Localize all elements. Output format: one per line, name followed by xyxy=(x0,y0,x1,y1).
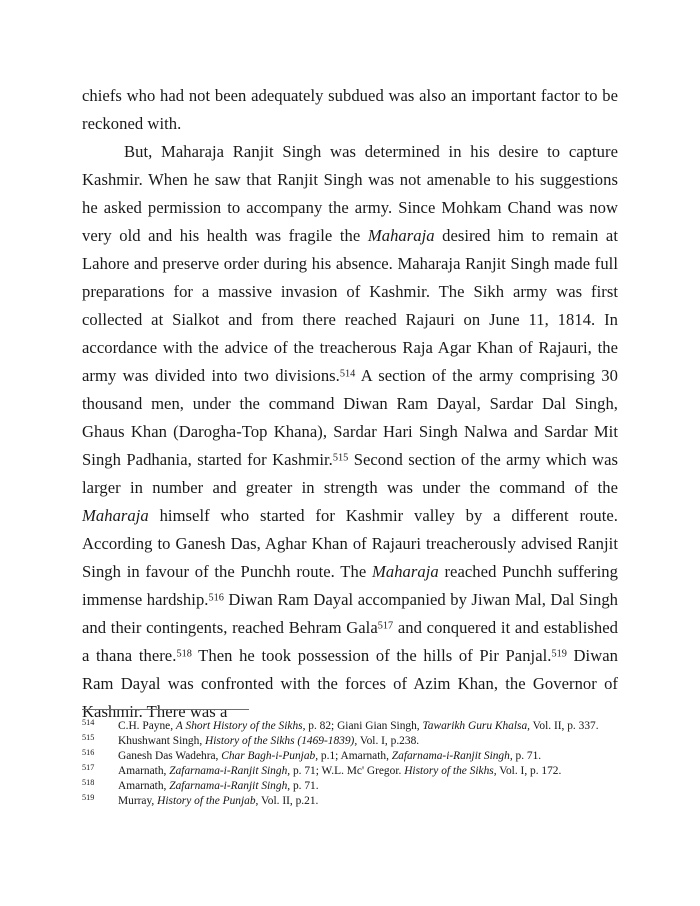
text-run: himself who started for Kashmir valley by a different route. According to Ganesh Das, Aghar Khan of Rajauri treacherously advised Ranjit Singh in favour of the Punchh route. The xyxy=(82,506,618,581)
footnote-citation-text xyxy=(118,719,618,733)
footnote-reference-marker[interactable]: 518 xyxy=(176,648,192,660)
text-run: p. 71. xyxy=(512,750,542,762)
footnote-section xyxy=(82,709,618,809)
footnote-number[interactable]: 518 xyxy=(82,778,95,788)
text-run: Vol. I, p. 172. xyxy=(496,765,562,777)
italic-title: Zafarnama-i-Ranjit Singh, xyxy=(391,750,513,762)
italic-title: Zafarnama-i-Ranjit Singh, xyxy=(169,780,291,792)
text-run: Vol. I, p.238. xyxy=(357,735,420,747)
text-run: Vol. II, p. 337. xyxy=(530,720,599,732)
text-run: Murray, xyxy=(118,795,158,807)
italic-title: History of the Sikhs, xyxy=(404,765,497,777)
italic-title: A Short History of the Sikhs xyxy=(175,720,303,732)
text-run: Amarnath, xyxy=(118,765,170,777)
italic-title: History of the Sikhs (1469-1839), xyxy=(205,735,358,747)
text-run: reached Punchh suffering immense hardship. xyxy=(82,562,618,609)
text-run: Second section of the army which was larger in number and greater in strength was under the command of the xyxy=(82,450,618,497)
footnote-separator-rule xyxy=(82,709,249,710)
italic-title: Char Bagh-i-Punjab, xyxy=(221,750,319,762)
italic-title: Maharaja xyxy=(82,506,149,525)
footnote-citation-text xyxy=(118,779,618,793)
text-run: p.1; Amarnath, xyxy=(318,750,392,762)
footnote-number[interactable]: 516 xyxy=(82,748,95,758)
italic-title: Maharaja xyxy=(367,226,435,245)
footnote-number[interactable]: 517 xyxy=(82,763,95,773)
footnote-citation-text xyxy=(118,764,618,778)
footnote-entry xyxy=(82,764,618,778)
text-run: But, Maharaja Ranjit Singh was determined in his desire to capture Kashmir. When he saw that Ranjit Singh was not amenable to his suggestions he asked permission to accompany the army. Since Mohkam Chand was now very old and his health was fragile the xyxy=(82,142,618,245)
footnote-entry xyxy=(82,779,618,793)
footnote-reference-marker[interactable]: 517 xyxy=(377,620,394,632)
footnote-citation-text xyxy=(118,794,618,808)
italic-title: Zafarnama-i-Ranjit Singh, xyxy=(169,765,291,777)
text-run: p. 71. xyxy=(290,780,319,792)
text-run: , Vol. II, p.21. xyxy=(255,795,319,807)
footnote-reference-marker[interactable]: 519 xyxy=(551,648,567,660)
text-run: chiefs who had not been adequately subdued was also an important factor to be reckoned with. xyxy=(82,86,618,133)
footnote-entry xyxy=(82,794,618,808)
italic-title: History of the Punjab xyxy=(157,795,256,807)
italic-title: Tawarikh Guru Khalsa, xyxy=(422,720,530,732)
footnote-number[interactable]: 514 xyxy=(82,718,95,728)
text-run: Amarnath, xyxy=(118,780,170,792)
text-run: Diwan Ram Dayal accompanied by Jiwan Mal, Dal Singh and their contingents, reached Behram Gala xyxy=(82,590,619,637)
text-run: C.H. Payne, xyxy=(118,720,176,732)
footnote-list xyxy=(82,719,618,808)
footnote-entry xyxy=(82,749,618,763)
text-run: A section of the army comprising 30 thousand men, under the command Diwan Ram Dayal, Sardar Dal Singh, Ghaus Khan (Darogha-Top Khana), Sardar Hari Singh Nalwa and Sardar Mit Singh Padhania, started for Kashmir. xyxy=(82,366,618,469)
footnote-number[interactable]: 519 xyxy=(82,793,95,803)
text-run: Khushwant Singh, xyxy=(118,735,206,747)
body-paragraph xyxy=(82,138,618,726)
body-paragraph xyxy=(82,82,618,138)
body-text-column xyxy=(82,82,618,726)
body-paragraphs xyxy=(82,82,618,726)
footnote-reference-marker[interactable]: 515 xyxy=(332,452,349,464)
text-run: , p. 82; Giani Gian Singh, xyxy=(302,720,423,732)
footnote-entry xyxy=(82,719,618,733)
footnote-entry xyxy=(82,734,618,748)
italic-title: Maharaja xyxy=(371,562,439,581)
text-run: Then he took possession of the hills of Pir Panjal. xyxy=(191,646,552,665)
text-run: Diwan Ram Dayal was confronted with the forces of Azim Khan, the Governor of Kashmir. There was a xyxy=(82,646,619,721)
text-run: and conquered it and established a thana there. xyxy=(82,618,618,665)
text-run: p. 71; W.L. Mc' Gregor. xyxy=(290,765,405,777)
text-run: desired him to remain at Lahore and preserve order during his absence. Maharaja Ranjit Singh made full preparations for a massive invasion of Kashmir. The Sikh army was first collected at Sialkot and from there reached Rajauri on June 11, 1814. In accordance with the advice of the treacherous Raja Agar Khan of Rajauri, the army was divided into two divisions. xyxy=(82,226,618,385)
footnote-citation-text xyxy=(118,734,618,748)
footnote-reference-marker[interactable]: 516 xyxy=(208,592,224,604)
footnote-number[interactable]: 515 xyxy=(82,733,95,743)
footnote-citation-text xyxy=(118,749,618,763)
footnote-reference-marker[interactable]: 514 xyxy=(339,368,356,380)
text-run: Ganesh Das Wadehra, xyxy=(118,750,222,762)
